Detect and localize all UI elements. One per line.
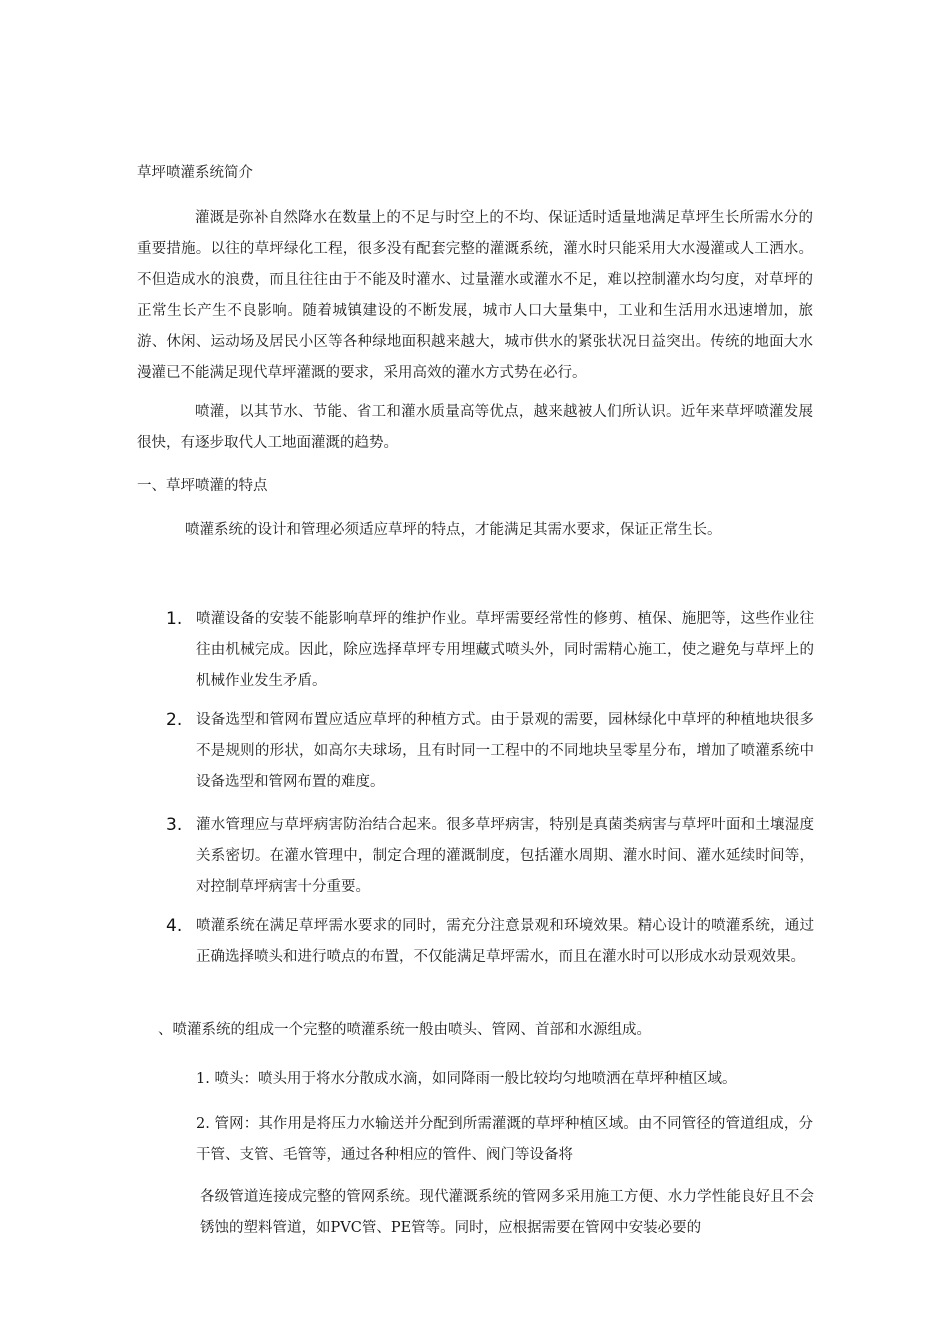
list-item-text: 设备选型和管网布置应适应草坪的种植方式。由于景观的需要，园林绿化中草坪的种植地块很多不是规则的形状，如高尔夫球场，且有时同一工程中的不同地块呈零星分布，增加了喷灌系统中设备选型和管网布置的难度。 [196,712,814,790]
list-item-number: 1. [166,609,183,629]
intro-paragraph-2: 喷灌，以其节水、节能、省工和灌水质量高等优点，越来越被人们所认识。近年来草坪喷灌发展很快，有逐步取代人工地面灌溉的趋势。 [137,404,813,451]
list-item-number: 4. [166,916,183,936]
document-title: 草坪喷灌系统简介 [137,165,253,181]
section-2-heading: 、喷灌系统的组成一个完整的喷灌系统一般由喷头、管网、首部和水源组成。 [158,1022,651,1038]
component-sprinkler: 1. 喷头：喷头用于将水分散成水滴，如同降雨一般比较均匀地喷洒在草坪种植区域。 [196,1071,737,1087]
list-item-number: 3. [166,815,183,835]
section-1-heading: 一、草坪喷灌的特点 [137,478,268,494]
list-item [166,705,814,798]
intro-paragraph-1: 灌溉是弥补自然降水在数量上的不足与时空上的不均、保证适时适量地满足草坪生长所需水分的重要措施。以往的草坪绿化工程，很多没有配套完整的灌溉系统，灌水时只能采用大水漫灌或人工洒水。不但造成水的浪费，而且往往由于不能及时灌水、过量灌水或灌水不足，难以控制灌水均匀度，对草坪的正常生长产生不良影响。随着城镇建设的不断发展，城市人口大量集中，工业和生活用水迅速增加，旅游、休闲、运动场及居民小区等各种绿地面积越来越大，城市供水的紧张状况日益突出。传统的地面大水漫灌已不能满足现代草坪灌溉的要求，采用高效的灌水方式势在必行。 [137,210,813,381]
list-item-text: 喷灌设备的安装不能影响草坪的维护作业。草坪需要经常性的修剪、植保、施肥等，这些作业往往由机械完成。因此，除应选择草坪专用埋藏式喷头外，同时需精心施工，使之避免与草坪上的机械作业发生矛盾。 [196,611,814,689]
component-pipe-network-continued: 各级管道连接成完整的管网系统。现代灌溉系统的管网多采用施工方便、水力学性能良好且不会锈蚀的塑料管道，如PVC管、PE管等。同时，应根据需要在管网中安装必要的 [200,1189,814,1236]
list-item [166,911,814,973]
list-item-text: 喷灌系统在满足草坪需水要求的同时，需充分注意景观和环境效果。精心设计的喷灌系统，通过正确选择喷头和进行喷点的布置，不仅能满足草坪需水，而且在灌水时可以形成水动景观效果。 [196,918,814,965]
section-1-intro: 喷灌系统的设计和管理必须适应草坪的特点，才能满足其需水要求，保证正常生长。 [185,522,722,538]
list-item [166,604,814,697]
list-item [166,810,814,903]
component-pipe-network: 2. 管网：其作用是将压力水输送并分配到所需灌溉的草坪种植区域。由不同管径的管道组成，分干管、支管、毛管等，通过各种相应的管件、阀门等设备将 [196,1116,813,1163]
list-item-number: 2. [166,710,183,730]
list-item-text: 灌水管理应与草坪病害防治结合起来。很多草坪病害，特别是真菌类病害与草坪叶面和土壤湿度关系密切。在灌水管理中，制定合理的灌溉制度，包括灌水周期、灌水时间、灌水延续时间等，对控制草坪病害十分重要。 [196,817,814,895]
